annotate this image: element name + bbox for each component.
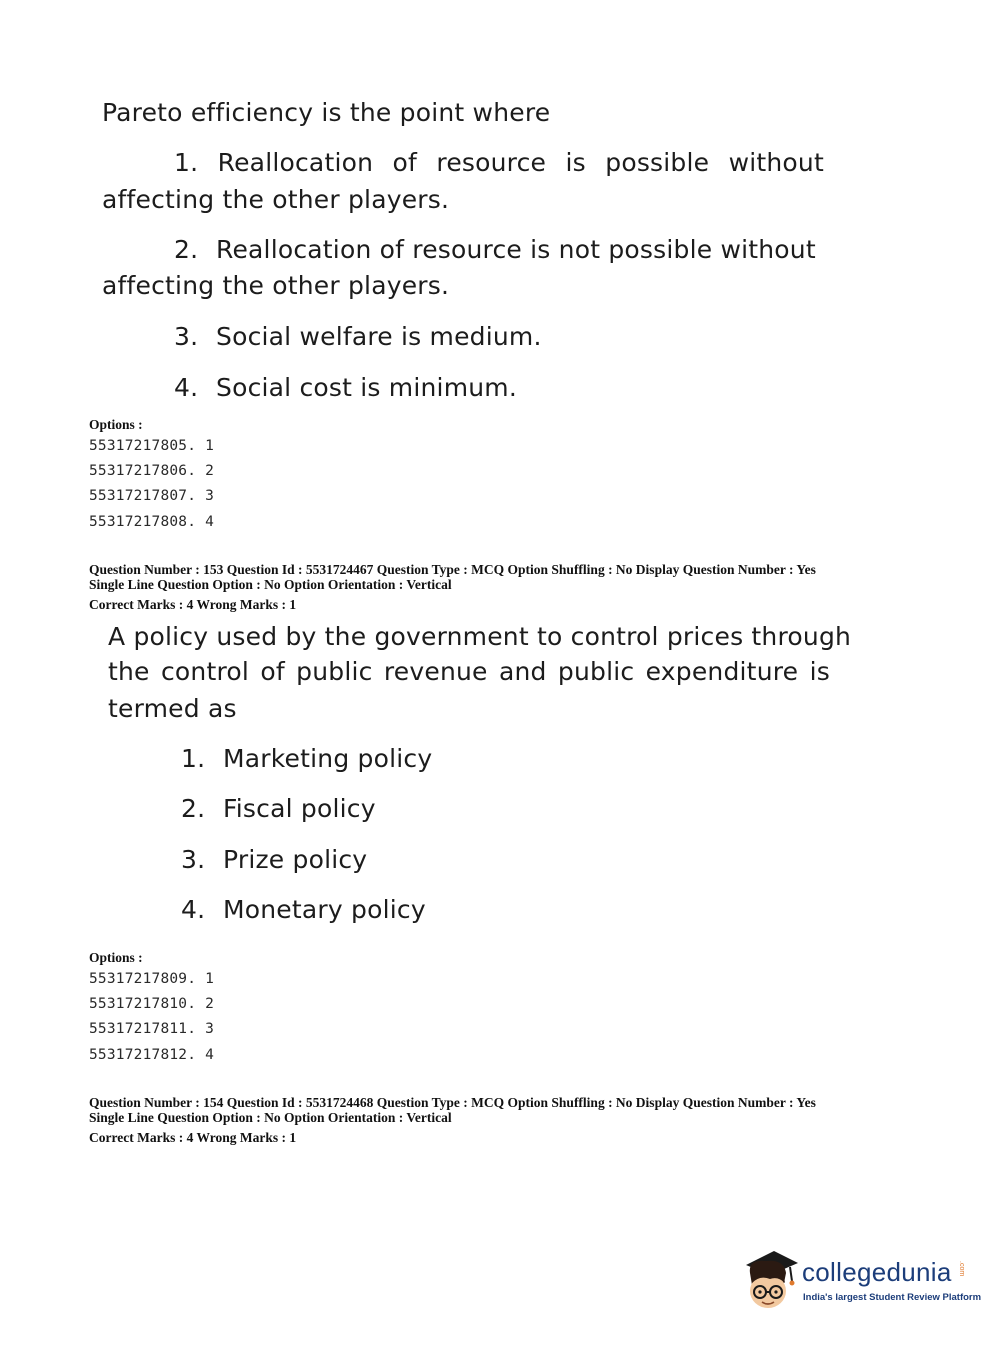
- q153-choice-2: [181, 794, 376, 823]
- q153-choice-1: [181, 744, 432, 773]
- q153-choice-2-num: 2.: [181, 794, 206, 823]
- q152-choice-2-continued: affecting the other players.: [102, 271, 450, 300]
- q152-option-4: 55317217808. 4: [89, 514, 215, 530]
- q153-choice-3-num: 3.: [181, 845, 206, 874]
- q152-choice-3-num: 3.: [174, 322, 199, 351]
- q152-choice-4-text: Social cost is minimum.: [216, 373, 517, 402]
- q154-meta-line-2: Single Line Question Option : No Option Orientation : Vertical: [89, 1110, 452, 1125]
- logo-tagline: India's largest Student Review Platform: [803, 1292, 982, 1303]
- q153-option-3: 55317217811. 3: [89, 1021, 215, 1037]
- q152-option-2: 55317217806. 2: [89, 463, 215, 479]
- logo-dotcom: .com: [958, 1261, 965, 1277]
- q153-meta-line-1: Question Number : 153 Question Id : 5531724467 Question Type : MCQ Option Shuffling : No Display Question Number : Yes: [89, 562, 816, 577]
- mascot-icon: [740, 1247, 800, 1315]
- q152-choice-2: [174, 235, 816, 264]
- q152-choice-1: 1. Reallocation of resource is possible without: [174, 148, 824, 177]
- q153-option-2: 55317217810. 2: [89, 996, 215, 1012]
- q153-options-label: Options :: [89, 950, 143, 965]
- q153-choice-1-text: Marketing policy: [223, 744, 433, 773]
- q153-choice-1-num: 1.: [181, 744, 206, 773]
- q153-choice-4: [181, 895, 426, 924]
- q152-choice-1-continued: affecting the other players.: [102, 185, 450, 214]
- q152-option-1: 55317217805. 1: [89, 438, 215, 454]
- q153-stem-line-2: the control of public revenue and public expenditure is: [108, 657, 830, 686]
- q153-choice-2-text: Fiscal policy: [223, 794, 376, 823]
- q153-meta-line-2: Single Line Question Option : No Option Orientation : Vertical: [89, 577, 452, 592]
- q153-choice-3: [181, 845, 367, 874]
- q153-option-1: 55317217809. 1: [89, 971, 215, 987]
- q152-choice-1-num: 1.: [174, 148, 199, 177]
- q152-choice-4: [174, 373, 517, 402]
- q154-marks: Correct Marks : 4 Wrong Marks : 1: [89, 1130, 297, 1145]
- q152-choice-2-text: Reallocation of resource is not possible without: [216, 235, 816, 264]
- collegedunia-logo: [740, 1247, 982, 1317]
- q153-stem-line-3: termed as: [108, 694, 237, 723]
- q153-choice-4-num: 4.: [181, 895, 206, 924]
- q152-choice-3: [174, 322, 542, 351]
- q153-stem-line-1: A policy used by the government to control prices through: [108, 622, 852, 651]
- q153-option-4: 55317217812. 4: [89, 1047, 215, 1063]
- q152-choice-2-num: 2.: [174, 235, 199, 264]
- q152-options-label: Options :: [89, 417, 143, 432]
- q152-choice-3-text: Social welfare is medium.: [216, 322, 542, 351]
- q153-choice-4-text: Monetary policy: [223, 895, 426, 924]
- q152-choice-4-num: 4.: [174, 373, 199, 402]
- q154-meta-line-1: Question Number : 154 Question Id : 5531724468 Question Type : MCQ Option Shuffling : No Display Question Number : Yes: [89, 1095, 816, 1110]
- q153-choice-3-text: Prize policy: [223, 845, 368, 874]
- logo-wordmark: collegedunia: [802, 1257, 952, 1287]
- q153-marks: Correct Marks : 4 Wrong Marks : 1: [89, 597, 297, 612]
- q152-stem: Pareto efficiency is the point where: [102, 98, 551, 127]
- q152-option-3: 55317217807. 3: [89, 488, 215, 504]
